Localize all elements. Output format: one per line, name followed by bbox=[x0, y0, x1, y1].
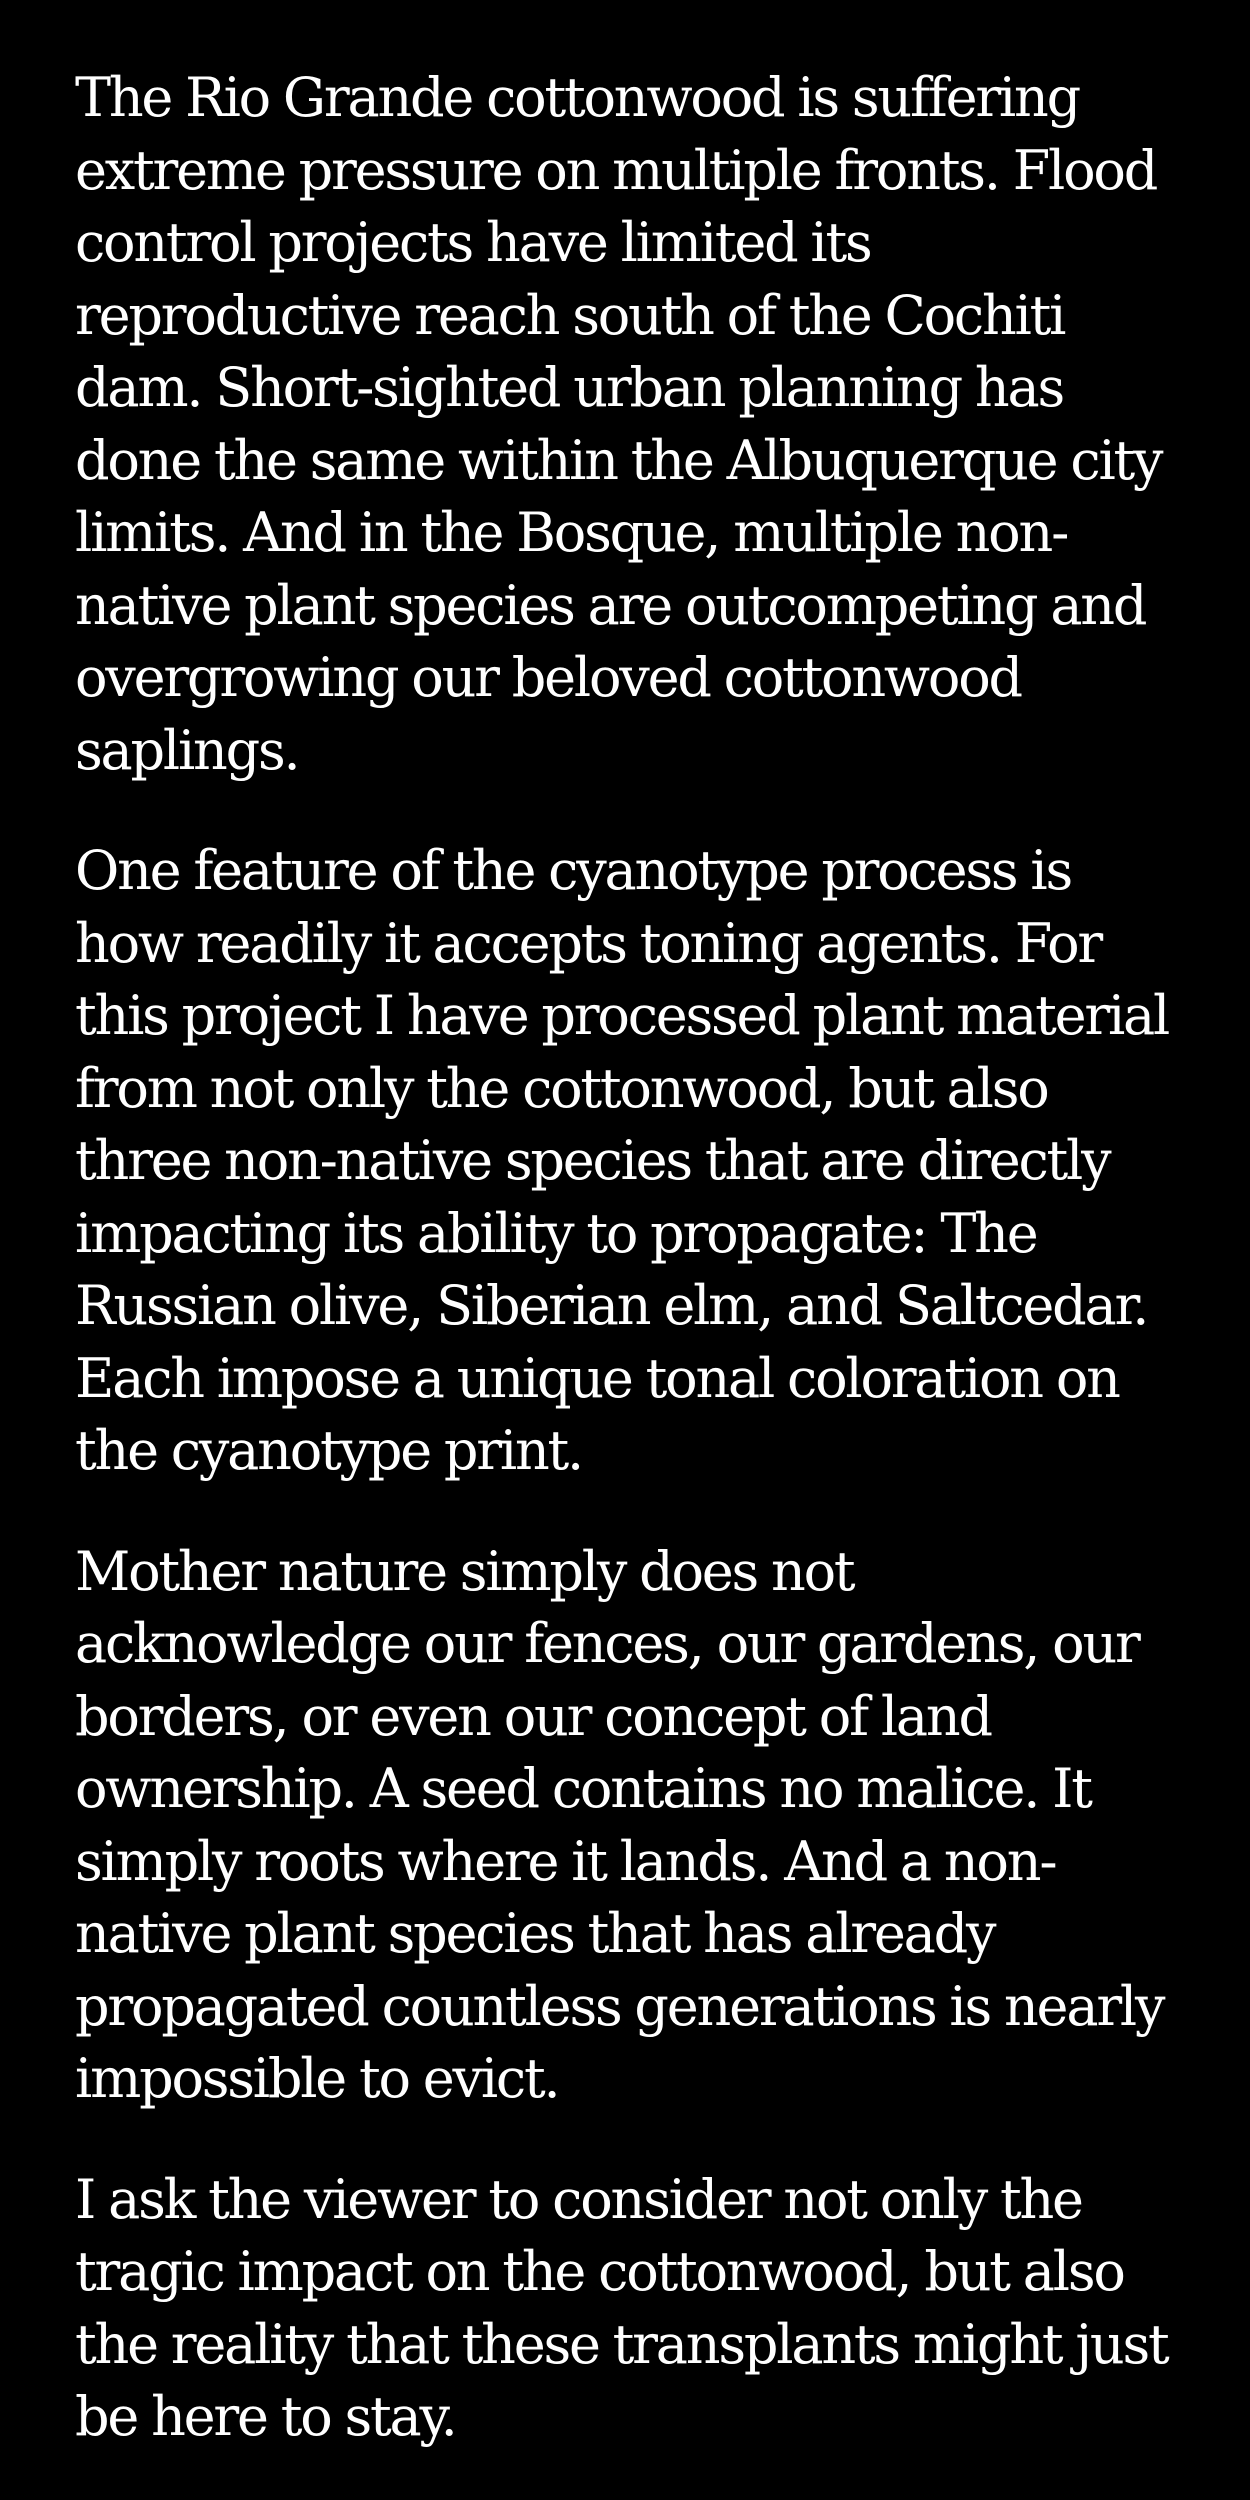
paragraph-viewer-consider: I ask the viewer to consider not only the tragic impact on the cottonwood, but also the reality that these transplants might just be here to stay. bbox=[75, 2167, 1168, 2448]
artist-statement bbox=[75, 62, 1185, 2454]
paragraph-cyanotype-toning: One feature of the cyanotype process is how readily it accepts toning agents. For this project I have processed plant material from not only the cottonwood, but also three non-native species that are directly impacting its ability to propagate: The Russian olive, Siberian elm, and Saltcedar. Each impose a unique tonal coloration on the cyanotype print. bbox=[75, 839, 1169, 1482]
paragraph-cottonwood-pressure: The Rio Grande cottonwood is suffering extreme pressure on multiple fronts. Flood control projects have limited its reproductive reach south of the Cochiti dam. Short-sighted urban planning has done the same within the Albuquerque city limits. And in the Bosque, multiple non-native plant species are outcompeting and overgrowing our beloved cottonwood saplings. bbox=[75, 66, 1162, 782]
paragraph-mother-nature: Mother nature simply does not acknowledge our fences, our gardens, our borders, or even our concept of land ownership. A seed contains no malice. It simply roots where it lands. And a non-native plant species that has already propagated countless generations is nearly impossible to evict. bbox=[75, 1539, 1164, 2110]
